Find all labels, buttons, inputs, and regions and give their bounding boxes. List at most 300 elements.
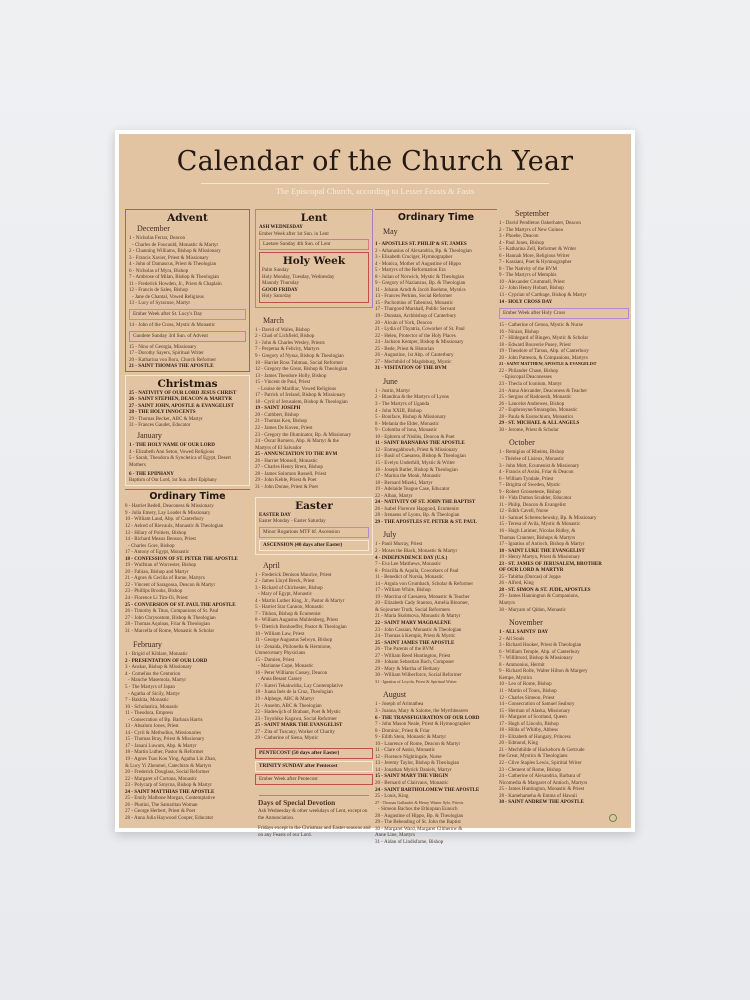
list-item: & Lucy Yi Zhenmei, Catechists & Martyrs xyxy=(125,762,212,769)
poster-frame xyxy=(115,130,635,845)
list-item: 31 - Ignatius of Loyola, Priest & Spiritual Writer xyxy=(375,678,457,684)
list-item: 29 - The Beheading of St. John the Baptist xyxy=(375,819,461,826)
list-item: 17 - Hugh of Lincoln, Bishop xyxy=(499,720,559,727)
list-item: 23 - Clement of Rome, Bishop xyxy=(499,766,561,773)
list-item: - Episcopal Deaconesses xyxy=(502,374,552,381)
list-item: 2 - Blandina & the Martyrs of Lyons xyxy=(375,394,449,401)
month-october: October xyxy=(509,438,535,448)
list-item: 12 - John Henry Hobart, Bishop xyxy=(499,285,564,292)
list-item: Martyrs of El Salvador xyxy=(255,444,302,451)
list-item: 1 - Joseph of Arimathea xyxy=(375,701,424,708)
list-item: 15 - SAINT MARY THE VIRGIN xyxy=(375,773,448,780)
section-title-ordinary-winter: Ordinary Time xyxy=(149,491,226,503)
list-item: 9 - Gregory of Nyssa, Bishop & Theologian xyxy=(255,353,344,360)
list-item: 19 - Theodore of Tarsus, Abp. of Canterbury xyxy=(499,348,589,355)
list-item: 19 - Dunstan, Archbishop of Canterbury xyxy=(375,313,457,320)
list-item: 27 - Mechthild of Magdeburg, Mystic xyxy=(375,358,452,365)
list-item: 6 - Hannah More, Religious Writer xyxy=(499,252,570,259)
ember-week-pentecost-badge: Ember Week after Pentecost xyxy=(255,774,373,785)
list-item: 10 - Alexander Crummell, Priest xyxy=(499,278,565,285)
list-item: 3 - Phoebe, Deacon xyxy=(499,233,539,240)
february-entries xyxy=(125,651,250,821)
list-item: 13 - Hilary of Poitiers, Bishop xyxy=(125,529,187,536)
list-item: 3 - The Martyrs of Uganda xyxy=(375,401,430,408)
easter-section xyxy=(255,497,373,555)
list-item: Unmercenary Physicians xyxy=(255,650,306,657)
list-item: 17 - Marina the Monk, Monastic xyxy=(375,473,441,480)
list-item: 28 - James Solomon Russell, Priest xyxy=(255,470,327,477)
list-item: 7 - Kassiani, Poet & Hymnographer xyxy=(499,259,572,266)
list-item: 30 - William Wilberforce, Social Reformer xyxy=(375,672,462,679)
list-item: 27 - Thomas Gallaudet & Henry Winter Syle, Priests xyxy=(375,799,464,805)
list-item: 13 - Absalom Jones, Priest xyxy=(125,723,179,730)
list-item: 2 - All Souls xyxy=(499,635,525,642)
minor-rogations-badge: Minor Rogations MTF bf. Ascension xyxy=(259,527,369,538)
list-item: 8 - Melania the Elder, Monastic xyxy=(375,420,439,427)
march-entries xyxy=(255,327,373,491)
list-item: 4 - John XXIII, Bishop xyxy=(375,407,422,414)
list-item: 27 - Zita of Tuscany, Worker of Charity xyxy=(255,728,335,735)
list-item: 29 - THE APOSTLES ST. PETER & ST. PAUL xyxy=(375,518,477,525)
list-item: 15 - Damien, Priest xyxy=(255,656,295,663)
list-item: 3 - Richard of Chichester, Bishop xyxy=(255,584,323,591)
column-winter xyxy=(125,209,250,821)
gaudete-sunday-badge: Gaudete Sunday 3rd Sun. of Advent xyxy=(129,331,246,342)
list-item: 28 - Johann Sebastian Bach, Composer xyxy=(375,659,455,666)
list-item: 9 - Edith Stein, Monastic & Martyr xyxy=(375,734,447,741)
list-item: 10 - William Law, Priest xyxy=(255,630,305,637)
list-item: 7 - Ambrose of Milan, Bishop & Theologian xyxy=(129,274,219,281)
list-item: 7 - Brigitta of Sweden, Mystic xyxy=(499,482,561,489)
list-item: 10 - Scholastica, Monastic xyxy=(125,703,179,710)
list-item: 20 - Frederick Douglass, Social Reformer xyxy=(125,769,210,776)
list-item: 14 - Basil of Caesarea, Bishop & Theologian xyxy=(375,453,466,460)
list-item: - Manche Masemola, Martyr xyxy=(128,677,187,684)
list-item: 5 - Martyrs of the Reformation Era xyxy=(375,267,446,274)
list-item: 31 - Frances Gaudet, Educator xyxy=(129,422,191,429)
list-item: 12 - Gregory the Great, Bishop & Theologian xyxy=(255,366,348,373)
list-item: 24 - Jackson Kemper, Bishop & Missionary xyxy=(375,339,464,346)
list-item: - Agatha of Sicily, Martyr xyxy=(128,690,180,697)
list-item: 20 - Katharina von Bora, Church Reformer xyxy=(129,356,217,363)
month-december: December xyxy=(137,224,170,233)
advent-entries-2 xyxy=(129,344,246,364)
list-item: 15 - Herman of Alaska, Missionary xyxy=(499,707,571,714)
christmas-section xyxy=(125,375,250,487)
list-item: 11 - George Augustus Selwyn, Bishop xyxy=(255,637,333,644)
list-item: 5 - Harriet Star Cannon, Monastic xyxy=(255,604,324,611)
list-item: 28 - Paula & Eustochium, Monastics xyxy=(499,413,574,420)
june-entries xyxy=(375,388,497,525)
section-title-easter: Easter xyxy=(295,499,333,512)
laetare-sunday-badge: Laetare Sunday 4th Sun. of Lent xyxy=(259,239,369,250)
list-item: 23 - John Cassian, Monastic & Theologian xyxy=(375,626,462,633)
list-item: 1 - Remigius of Rheims, Bishop xyxy=(499,449,565,456)
list-item: 3 - Francis Xavier, Priest & Missionary xyxy=(129,254,209,261)
list-item: 28 - Irenaeus of Lyons, Bp. & Theologian xyxy=(375,512,460,519)
list-item: 27 - John Chrysostom, Bishop & Theologian xyxy=(125,614,216,621)
list-item: 11 - Martin of Tours, Bishop xyxy=(499,688,557,694)
month-july: July xyxy=(383,530,397,540)
september-entries-2 xyxy=(499,322,629,433)
list-item: 11 - Philip, Deacon & Evangelist xyxy=(499,501,566,508)
list-item: 4 - Cornelius the Centurion xyxy=(125,670,181,677)
list-item: 9 - Columba of Iona, Monastic xyxy=(375,427,438,434)
month-january: January xyxy=(137,431,162,441)
list-item: 12 - Edith Cavell, Nurse xyxy=(499,508,549,515)
list-item: 5 - Boniface, Bishop & Missionary xyxy=(375,414,446,421)
list-item: 21 - Anselm, ABC & Theologian xyxy=(255,702,322,709)
devotion-text-2: Fridays except in the Christmas and Easter seasons and on any Feasts of our Lord. xyxy=(258,825,371,839)
list-item: 10 - Laurence of Rome, Deacon & Martyr xyxy=(375,740,461,747)
list-item: 17 - Antony of Egypt, Monastic xyxy=(125,549,190,556)
list-item: Thomas Cranmer, Bishops & Martyrs xyxy=(499,534,576,541)
list-item: 8 - William Augustus Muhlenberg, Priest xyxy=(255,617,338,624)
list-item: 24 - Óscar Romero, Abp. & Martyr & the xyxy=(255,438,339,445)
list-item: 22 - Philander Chase, Bishop xyxy=(499,367,559,374)
list-item: 6 - THE TRANSFIGURATION OF OUR LORD xyxy=(375,714,480,721)
advent-section xyxy=(125,209,250,372)
list-item: 29 - John Keble, Priest & Poet xyxy=(255,477,317,484)
october-entries xyxy=(499,449,629,613)
month-september: September xyxy=(515,209,550,218)
list-item: 13 - Frances Perkins, Social Reformer xyxy=(375,293,453,300)
list-item: 18 - Cyril of Jerusalem, Bishop & Theologian xyxy=(255,398,348,405)
list-item: 4 - Francis of Assisi, Friar & Deacon xyxy=(499,469,574,476)
list-item: 1 - David Pendleton Oakerhater, Deacon xyxy=(499,220,581,226)
list-item: 17 - Thurgood Marshall, Public Servant xyxy=(375,306,456,313)
list-item: 12 - Charles Simeon, Priest xyxy=(499,694,555,701)
list-item: 25 - SAINT JAMES THE APOSTLE xyxy=(375,639,455,646)
ascension-badge: ASCENSION (40 days after Easter) xyxy=(259,540,369,551)
list-item: 28 - Anna Julia Haywood Cooper, Educator xyxy=(125,814,214,821)
list-item: 23 - Toyohiko Kagawa, Social Reformer xyxy=(255,715,337,722)
list-item: 20 - Fabian, Bishop and Martyr xyxy=(125,568,189,575)
column-summer xyxy=(375,209,497,845)
list-item: 28 - Thomas Aquinas, Friar & Theologian xyxy=(125,621,210,628)
list-item: 25 - Emily Malbone Morgan, Contemplative xyxy=(125,795,216,802)
list-item: 3 - Anskar, Bishop & Missionary xyxy=(125,664,192,671)
list-item: 5 - Sarah, Theodora & Syncletica of Egypt, Desert Mothers xyxy=(129,455,231,468)
list-item: 8 - The Nativity of the BVM xyxy=(499,265,557,272)
month-august: August xyxy=(383,690,407,700)
list-item: 19 - Agnes Tsao Kou Ying, Agatha Lin Zhao, xyxy=(125,756,217,762)
list-item: 28 - ST. SIMON & ST. JUDE, APOSTLES xyxy=(499,586,591,593)
list-item: 11 - Johann Arndt & Jacob Boehme, Mystics xyxy=(375,286,466,293)
list-item: Holy Monday, Tuesday, Wednesday xyxy=(262,273,335,280)
list-item: - Jane de Chantal, Vowed Religious xyxy=(132,293,204,300)
section-title-holy-week: Holy Week xyxy=(282,255,346,268)
list-item: 12 - Enmegahbowh, Priest & Missionary xyxy=(375,446,458,453)
ordinary-time-rule xyxy=(125,489,250,490)
month-november: November xyxy=(509,618,543,628)
month-april: April xyxy=(263,560,280,570)
list-item: the Great, Mystics & Theologians xyxy=(499,753,568,760)
list-item: 11 - SAINT BARNABAS THE APOSTLE xyxy=(375,440,465,447)
logo-icon xyxy=(609,814,617,822)
list-item: 24 - Thomas à Kempis, Priest & Mystic xyxy=(375,633,456,640)
list-item: 8 - Priscilla & Aquila, Coworkers of Paul xyxy=(375,567,459,574)
list-item: 27 - William Reed Huntington, Priest xyxy=(375,652,451,659)
holy-week-entries xyxy=(262,267,366,300)
section-title-ordinary-summer: Ordinary Time xyxy=(397,212,475,223)
list-item: 26 - Harriet Monsell, Monastic xyxy=(255,457,318,464)
list-item: 10 - Leo of Rome, Bishop xyxy=(499,681,552,688)
month-june: June xyxy=(383,376,398,386)
list-item: 22 - Clive Staples Lewis, Spiritial Writer xyxy=(499,760,582,767)
list-item: 8 - Harriet Bedell, Deaconess & Missionary xyxy=(125,503,214,510)
list-item: 14 - Samuel Schereschewsky, Bp. & Missionary xyxy=(499,514,597,521)
list-item: 10 - Harriet Ross Tubman, Social Reformer xyxy=(255,359,344,366)
list-item: 17 - Dorothy Sayers, Spiritual Writer xyxy=(129,350,204,357)
ordinary-time-rule-summer xyxy=(375,209,497,210)
list-item: Maundy Thursday xyxy=(262,280,300,287)
list-item: 11 - Benedict of Nursia, Monastic xyxy=(375,574,444,581)
list-item: 15 - Evelyn Underhill, Mystic & Writer xyxy=(375,459,456,466)
list-item: 28 - Augustine of Hippo, Bp. & Theologian xyxy=(375,812,464,819)
list-item: 23 - Gregory the Illuminator, Bp. & Missionary xyxy=(255,431,352,438)
list-item: 16 - Joseph Butler, Bishop & Theologian xyxy=(375,466,458,473)
list-item: Easter Monday - Easter Saturday xyxy=(259,518,326,525)
list-item: 15 - Thomas Bray, Priest & Missionary xyxy=(125,736,205,743)
list-item: 31 - John Donne, Priest & Poet xyxy=(255,483,318,490)
list-item: 11 - Frederick Howden, Jr., Priest & Chaplain xyxy=(129,280,222,287)
list-item: 9 - Robert Grosseteste, Bishop xyxy=(499,488,561,495)
list-item: 4 - INDEPENDENCE DAY (U.S.) xyxy=(375,554,448,561)
list-item: 17 - Kateri Tekakwitha, Lay Contemplative xyxy=(255,682,343,689)
list-item: 21 - SAINT MATTHEW, APOSTLE & EVANGELIST xyxy=(499,361,597,367)
list-item: 6 - THE EPIPHANY xyxy=(129,471,174,478)
list-item: - Consecration of Bp. Barbara Harris xyxy=(128,716,203,723)
list-item: 2 - Channing Williams, Bishop & Missionary xyxy=(129,248,221,255)
list-item: - Mary of Egypt, Monastic xyxy=(258,591,312,598)
list-item: - Anna Besant Cassey xyxy=(258,676,303,683)
list-item: 22 - Vincent of Saragossa, Deacon & Martyr xyxy=(125,581,216,588)
list-item: 21 - Lydia of Thyatria, Coworker of St. Paul xyxy=(375,326,465,333)
month-may: May xyxy=(383,227,398,236)
list-item: Anne Line, Martyrs xyxy=(375,832,415,839)
list-item: 27 - Charles Henry Brent, Bishop xyxy=(255,464,323,471)
list-item: - Louise de Marillac, Vowed Religious xyxy=(258,385,337,392)
list-item: ASH WEDNESDAY xyxy=(259,224,303,230)
list-item: 19 - Alphege, ABC & Martyr xyxy=(255,695,315,702)
list-item: Kempe, Mystics xyxy=(499,674,533,681)
list-item: 19 - SAINT JOSEPH xyxy=(255,405,301,412)
column-autumn xyxy=(499,209,629,806)
list-item: 29 - Thomas Becket, ABC & Martyr xyxy=(129,415,203,422)
list-item: 24 - SAINT BARTHOLOMEW THE APOSTLE xyxy=(375,786,480,793)
list-item: 12 - Francis de Sales, Bishop xyxy=(129,287,188,294)
list-item: 15 - Nino of Georgia, Missionary xyxy=(129,343,197,350)
may-entries xyxy=(375,241,497,372)
list-item: 20 - John Patteson, & Companions, Martyrs xyxy=(499,354,588,361)
list-item: 17 - Patrick of Ireland, Bishop & Missionary xyxy=(255,392,346,399)
list-item: 23 - ST. JAMES OF JERUSALEM, BROTHER xyxy=(499,560,602,567)
christmas-entries xyxy=(129,416,246,429)
section-title-lent: Lent xyxy=(300,212,328,224)
list-item: 5 - Katharina Zell, Reformer & Writer xyxy=(499,246,577,253)
trinity-sunday-badge: TRINITY SUNDAY after Pentecost xyxy=(255,761,373,772)
list-item: 1 - David of Wales, Bishop xyxy=(255,326,310,333)
list-item: 24 - Florence Li Tim-Oi, Priest xyxy=(125,594,188,601)
list-item: Palm Sunday xyxy=(262,267,289,274)
list-item: 22 - Hadewijch of Brabant, Poet & Mystic xyxy=(255,709,341,716)
list-item: 27 - SAINT JOHN, APOSTLE & EVANGELIST xyxy=(129,402,234,409)
list-item: 25 - Louis, King xyxy=(375,793,409,800)
list-item: 17 - Janani Luwum, Abp. & Martyr xyxy=(125,742,197,749)
list-item: 3 - Elisabeth Cruciger, Hymnographer xyxy=(375,254,453,261)
list-item: 22 - Alban, Martyr xyxy=(375,492,413,499)
list-item: 3 - John & Charles Wesley, Priests xyxy=(255,339,325,346)
list-item: 22 - SAINT MARY MAGDALENE xyxy=(375,619,451,626)
list-item: 10 - William Laud, Abp. of Canterbury xyxy=(125,516,204,523)
list-item: 31 - Marcella of Rome, Monastic & Scholar xyxy=(125,627,215,634)
page-title: Calendar of the Church Year xyxy=(176,146,574,177)
list-item: 19 - Macrina of Caesarea, Monastic & Teacher xyxy=(375,593,470,600)
list-item: 11 - Theodora, Empress xyxy=(125,710,174,717)
list-item: 1 - Brigid of Kildare, Monastic xyxy=(125,651,188,658)
list-item: 15 - Teresa of Avila, Mystic & Monastic xyxy=(499,521,581,528)
list-item: 15 - Pachomius of Tabenissi, Monastic xyxy=(375,299,454,306)
list-item: 30 - Margaret Ward, Margaret Clitherow & xyxy=(375,825,463,832)
list-item: 3 - Joanna, Mary & Salome, the Myrrhbearers xyxy=(375,708,469,714)
list-item: 15 - Vincent de Paul, Priest xyxy=(255,379,311,386)
list-item: 12 - Aelred of Rievaulx, Monastic & Theologian xyxy=(125,522,224,529)
list-item: 23 - Polycarp of Smyrna, Bishop & Martyr xyxy=(125,782,212,789)
list-item: 30 - Maryam of Qidun, Monastic xyxy=(499,606,566,613)
list-item: - Charles Gore, Bishop xyxy=(128,542,175,549)
list-item: 7 - Tikhon, Bishop & Ecumenist xyxy=(255,610,321,617)
list-item: 20 - Bernard of Clairvaux, Monastic xyxy=(375,780,449,787)
list-item: 4 - John of Damascus, Priest & Theologian xyxy=(129,261,217,268)
list-item: 1 - Justin, Martyr xyxy=(375,387,411,394)
list-item: 20 - Alcuin of York, Deacon xyxy=(375,319,433,326)
list-item: 2 - Moses the Black, Monastic & Martyr xyxy=(375,547,458,554)
january-entries xyxy=(129,449,246,469)
list-item: 9 - The Martyrs of Memphis xyxy=(499,272,557,279)
list-item: 2 - Athanasius of Alexandria, Bp. & Theologian xyxy=(375,247,472,254)
november-entries xyxy=(499,629,629,806)
list-item: 31 - Aidan of Lindisfarne, Bishop xyxy=(375,838,444,845)
list-item: 17 - Hildegard of Bingen, Mystic & Scholar xyxy=(499,335,589,342)
list-item: 21 - Mechthilde of Hackeborn & Gertrude xyxy=(499,746,585,753)
list-item: 29 - ST. MICHAEL & ALL ANGELS xyxy=(499,420,580,427)
list-item: 6 - Nicholas of Myra, Bishop xyxy=(129,267,189,274)
list-item: 21 - Agnes & Cecilia of Rome, Martyrs xyxy=(125,575,205,582)
list-item: 2 - The Martyrs of New Guinea xyxy=(499,226,563,233)
list-item: 25 - James Huntington, Monastic & Priest xyxy=(499,786,585,793)
list-item: 14 - Jonathan Myrick Daniels, Martyr xyxy=(375,766,452,773)
list-item: Martyrs xyxy=(499,599,515,606)
list-item: 18 - Juana Inés de la Cruz, Theologian xyxy=(255,689,333,696)
list-item: 14 - Cyril & Methodius, Missionaries xyxy=(125,729,201,736)
list-item: 15 - Catherine of Genoa, Mystic & Nurse xyxy=(499,322,583,329)
list-item: 7 - Eva Lee Matthews, Monastic xyxy=(375,561,441,568)
list-item: 19 - Henry Martyn, Priest & Missionary xyxy=(499,554,581,561)
list-item: 22 - Helen, Protector of the Holy Places xyxy=(375,332,456,339)
advent-entries xyxy=(129,235,246,307)
list-item: 1 - THE HOLY NAME OF OUR LORD xyxy=(129,442,215,449)
list-item: 25 - CONVERSION OF ST. PAUL THE APOSTLE xyxy=(125,601,236,608)
august-entries xyxy=(375,701,497,845)
list-item: 19 - Elizabeth of Hungary, Princess xyxy=(499,733,571,740)
list-item: 9 - Richard Rolle, Walter Hilton & Margery xyxy=(499,668,588,675)
list-item: 27 - Euphrosyne/Smaragdus, Monastic xyxy=(499,407,578,414)
poster xyxy=(119,134,631,845)
section-title-devotion: Days of Special Devotion xyxy=(258,797,336,807)
list-item: 3 - Richard Hooker, Priest & Theologian xyxy=(499,642,582,649)
list-item: 23 - Phillips Brooks, Bishop xyxy=(125,588,183,595)
list-item: 1 - Nicholas Ferrar, Deacon xyxy=(129,235,185,241)
list-item: 26 - Alfred, King xyxy=(499,580,534,587)
list-item: 26 - Timothy & Titus, Companions of St. Paul xyxy=(125,608,219,615)
list-item: 26 - The Parents of the BVM xyxy=(375,646,434,653)
list-item: 2 - James Lloyd Breck, Priest xyxy=(255,578,315,585)
list-item: 24 - Anna Alexander, Deaconess & Teacher xyxy=(499,387,588,394)
list-item: 13 - Cyprian of Carthage, Bishop & Martyr xyxy=(499,292,587,299)
devotion-divider xyxy=(259,795,369,796)
list-item: OF OUR LORD & MARTYR xyxy=(499,567,564,574)
list-item: 14 - John of the Cross, Mystic & Monastic xyxy=(129,322,216,329)
list-item: 13 - Jeremy Taylor, Bishop & Theologian xyxy=(375,760,460,767)
list-item: 19 - Adelaide Teague Case, Educator xyxy=(375,486,450,493)
list-item: 25 - NATIVITY OF OUR LORD JESUS CHRIST xyxy=(129,389,237,396)
list-item: Baptism of Our Lord, 1st Sun. after Epiphany xyxy=(129,477,217,483)
list-item: 24 - NATIVITY OF ST. JOHN THE BAPTIST xyxy=(375,499,476,506)
list-item: 21 - Maria Skobtsova, Monastic & Martyr xyxy=(375,613,461,620)
list-item: EASTER DAY xyxy=(259,511,291,518)
list-item: 24 - SAINT MATTHIAS THE APOSTLE xyxy=(125,788,215,795)
april-entries xyxy=(255,572,373,742)
list-item: 18 - Martin Luther, Pastor & Reformer xyxy=(125,749,204,756)
section-title-advent: Advent xyxy=(167,212,208,224)
list-item: & Sojourner Truth, Social Reformers xyxy=(375,606,450,613)
list-item: 4 - Monica, Mother of Augustine of Hippo xyxy=(375,260,462,267)
list-item: 20 - Edmund, King xyxy=(499,740,538,747)
list-item: 16 - Hugh Latimer, Nicolas Ridley, & xyxy=(499,527,576,534)
list-item: 16 - Ninian, Bishop xyxy=(499,328,539,335)
list-item: 12 - Florence Nightingale, Nurse xyxy=(375,753,442,760)
list-item: 7 - Perpetua & Felicity, Martyrs xyxy=(255,346,320,353)
list-item: 19 - Wulfstan of Worcester, Bishop xyxy=(125,562,197,569)
list-item: 22 - James De Koven, Priest xyxy=(255,425,313,432)
list-item: - Charles de Foucauld, Monastic & Martyr xyxy=(132,241,219,248)
month-february: February xyxy=(133,640,162,650)
section-title-christmas: Christmas xyxy=(157,377,218,390)
list-item: 29 - James Hannington & Companions, xyxy=(499,593,579,600)
list-item: 7 - John Mason Neale, Priest & Hymnographer xyxy=(375,721,471,728)
september-entries xyxy=(499,220,629,305)
list-item: - Thérèse of Lisieux, Monastic xyxy=(502,455,564,462)
list-item: 16 - Peter Williams Cassey, Deacon xyxy=(255,669,328,676)
list-item: 27 - George Herbert, Priest & Poet xyxy=(125,808,196,815)
list-item: 13 - Lucy of Syracuse, Martyr xyxy=(129,300,191,307)
list-item: 30 - SAINT ANDREW THE APOSTLE xyxy=(499,799,584,806)
list-item: 26 - Lancelot Andrewes, Bishop xyxy=(499,400,565,407)
list-item: 25 - ANNUNCIATION TO THE BVM xyxy=(255,451,338,458)
list-item: GOOD FRIDAY xyxy=(262,286,298,293)
column-spring xyxy=(255,209,373,839)
list-item: 23 - Thecla of Iconium, Martyr xyxy=(499,381,562,388)
list-item: 4 - Elizabeth Ann Seton, Vowed Religious xyxy=(129,448,215,455)
list-item: 4 - Martin Luther King, Jr., Pastor & Martyr xyxy=(255,597,345,604)
list-item: 21 - Thomas Ken, Bishop xyxy=(255,418,307,425)
lent-section xyxy=(255,209,373,308)
list-item: 14 - Argula von Grumbach, Scholar & Reformer xyxy=(375,580,474,587)
list-item: 22 - Margaret of Cortona, Monastic xyxy=(125,775,197,782)
list-item: Holy Saturday xyxy=(262,293,292,300)
list-item: 14 - Richard Meaux Benson, Priest xyxy=(125,536,196,543)
